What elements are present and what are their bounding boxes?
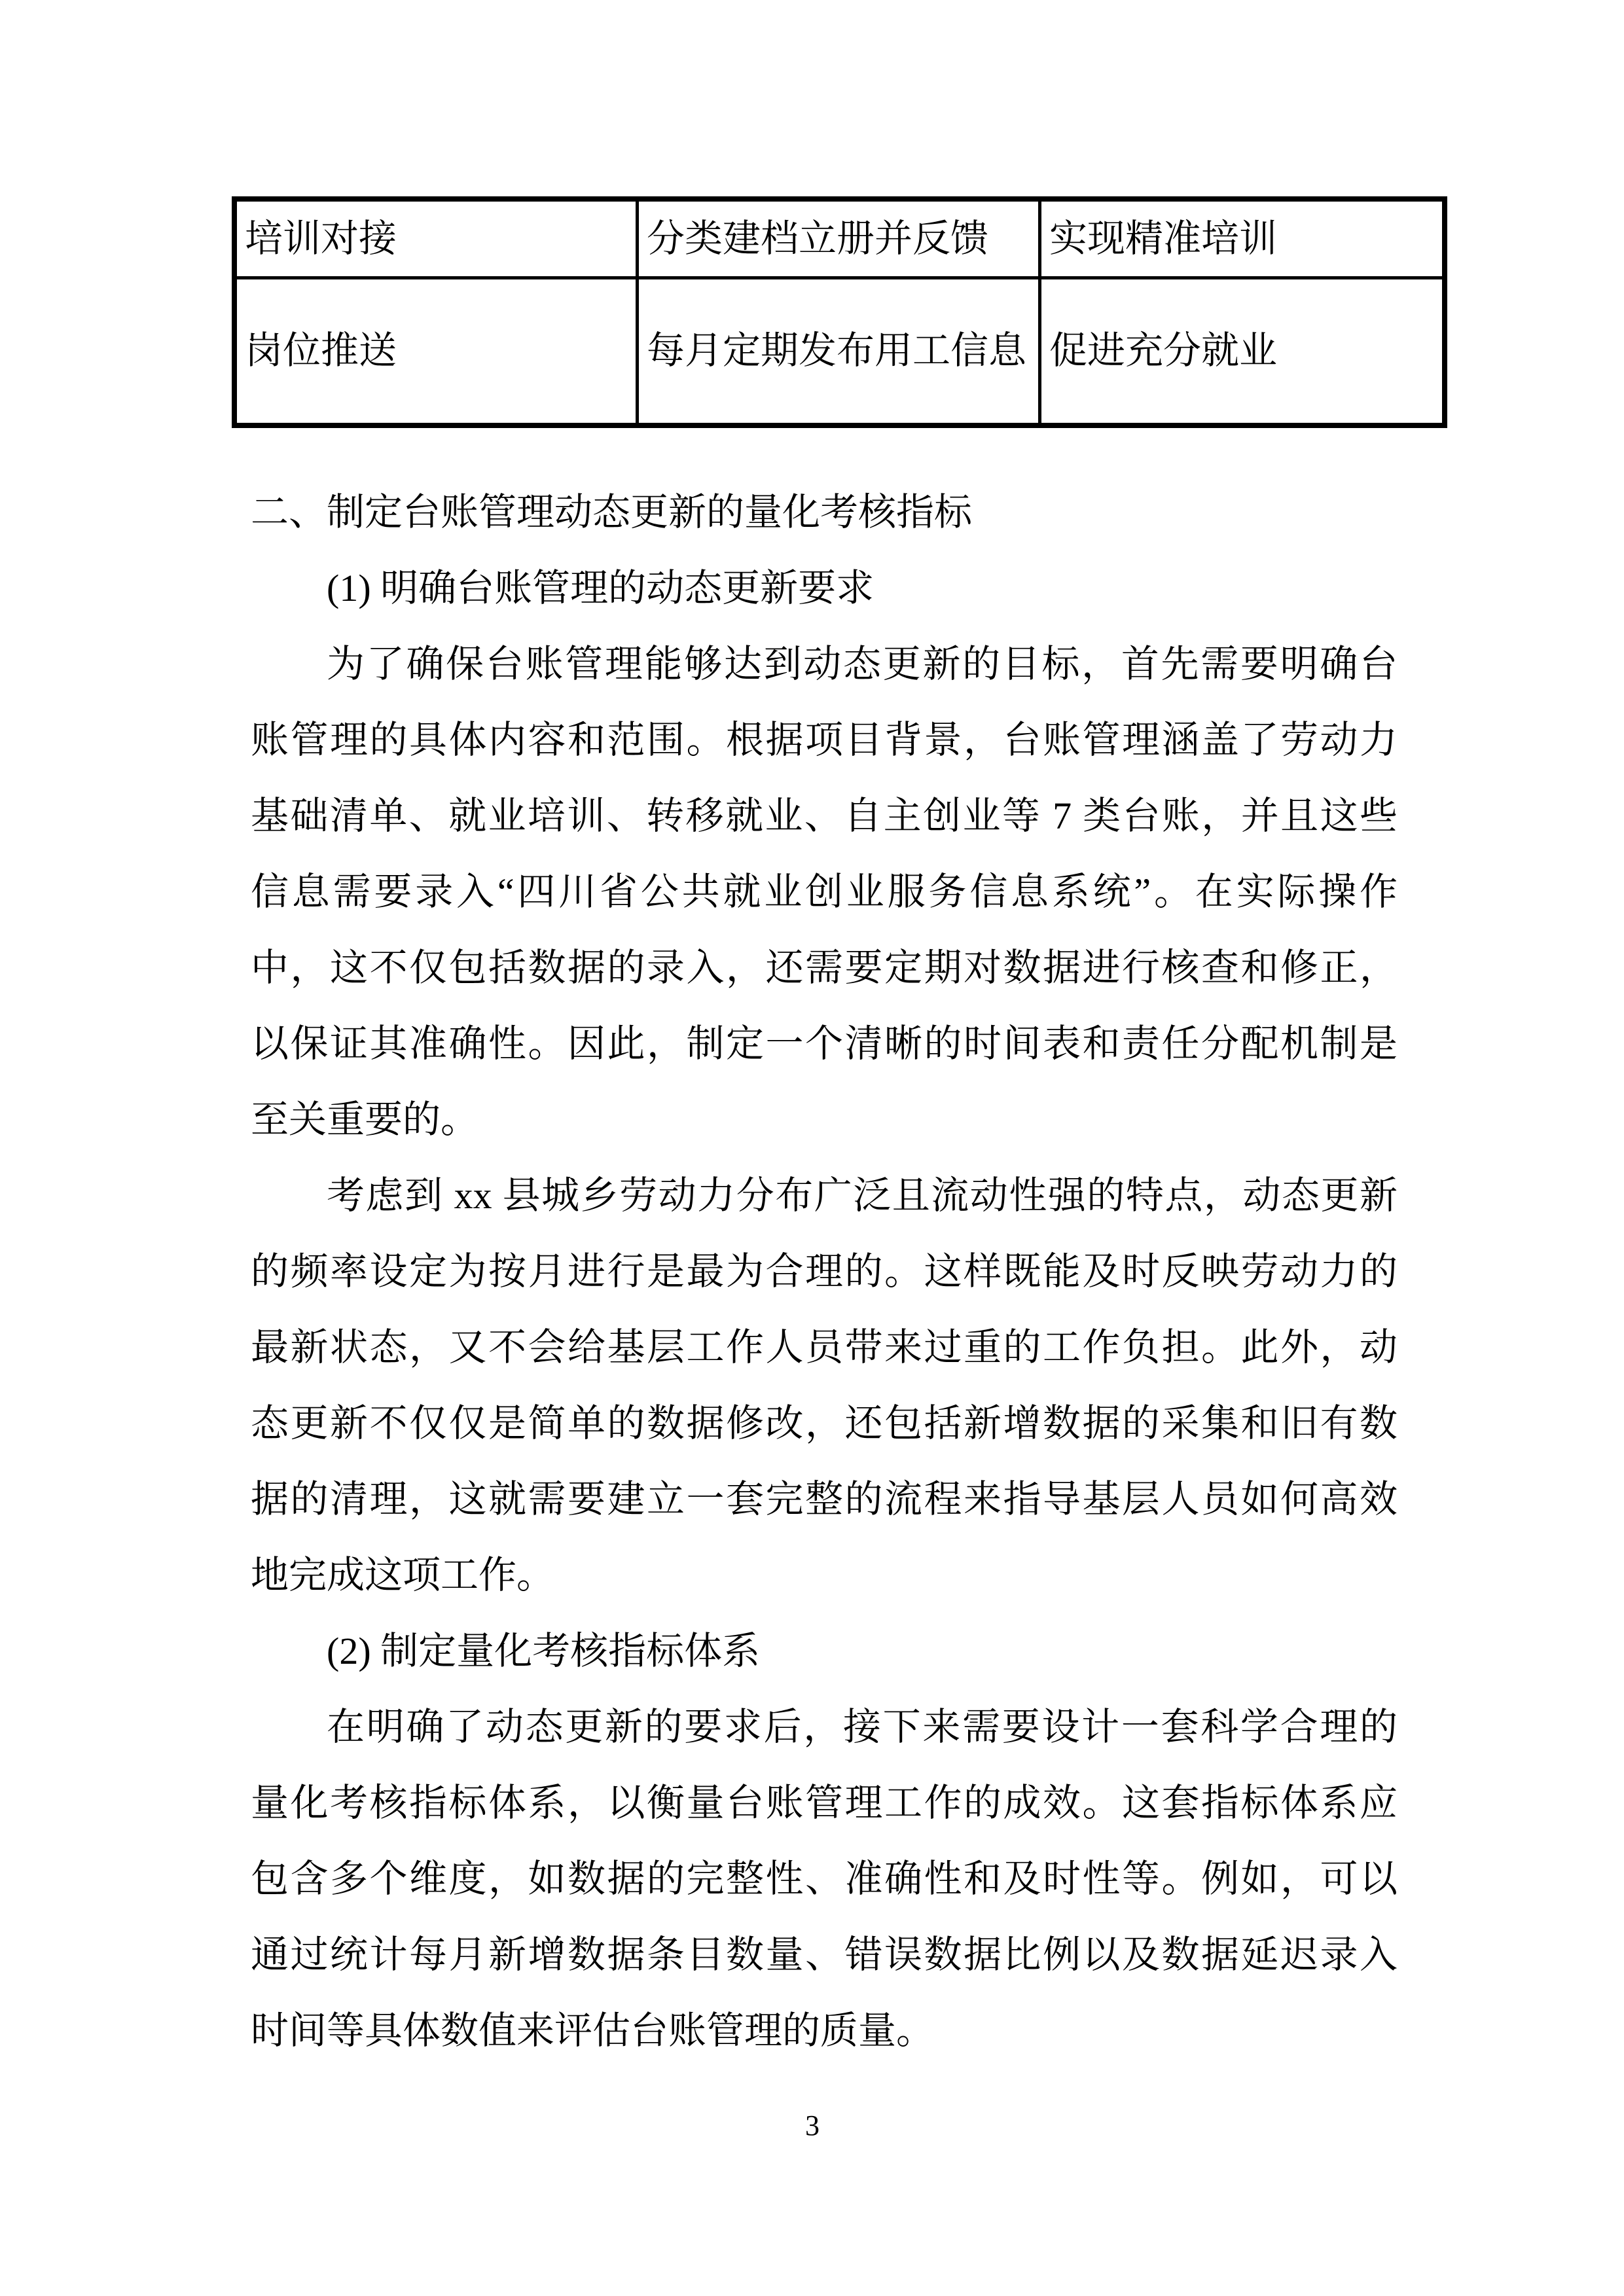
measures-table	[232, 196, 1447, 428]
text-line: 时间等具体数值来评估台账管理的质量。	[251, 2009, 935, 2052]
subsection-heading: (2) 制定量化考核指标体系	[327, 1630, 761, 1672]
text-line: 为了确保台账管理能够达到动态更新的目标，首先需要明确台	[327, 643, 1398, 685]
text-line: 至关重要的。	[251, 1098, 479, 1141]
text-line: 在明确了动态更新的要求后，接下来需要设计一套科学合理的	[327, 1706, 1398, 1748]
text-line: 中，这不仅包括数据的录入，还需要定期对数据进行核查和修正，	[251, 946, 1398, 989]
body-text	[251, 475, 1398, 2069]
table-cell: 促进充分就业	[1040, 278, 1445, 425]
subsection-heading: (1) 明确台账管理的动态更新要求	[327, 567, 875, 609]
table-row	[234, 278, 1445, 425]
text-line: 基础清单、就业培训、转移就业、自主创业等 7 类台账，并且这些	[251, 795, 1398, 837]
table-cell: 分类建档立册并反馈	[638, 199, 1040, 278]
text-line: 通过统计每月新增数据条目数量、错误数据比例以及数据延迟录入	[251, 1933, 1398, 1976]
section-heading: 二、制定台账管理动态更新的量化考核指标	[251, 491, 973, 533]
text-line: 账管理的具体内容和范围。根据项目背景，台账管理涵盖了劳动力	[251, 719, 1398, 761]
text-line: 以保证其准确性。因此，制定一个清晰的时间表和责任分配机制是	[251, 1022, 1398, 1065]
text-line: 最新状态，又不会给基层工作人员带来过重的工作负担。此外，动	[251, 1326, 1398, 1369]
table-row	[234, 199, 1445, 278]
text-line: 包含多个维度，如数据的完整性、准确性和及时性等。例如，可以	[251, 1857, 1398, 1900]
table-cell: 实现精准培训	[1040, 199, 1445, 278]
text-line: 的频率设定为按月进行是最为合理的。这样既能及时反映劳动力的	[251, 1250, 1398, 1293]
text-line: 信息需要录入“四川省公共就业创业服务信息系统”。在实际操作	[251, 870, 1398, 913]
table-cell: 每月定期发布用工信息	[638, 278, 1040, 425]
table-cell: 培训对接	[234, 199, 638, 278]
text-line: 考虑到 xx 县城乡劳动力分布广泛且流动性强的特点，动态更新	[327, 1174, 1398, 1217]
text-line: 据的清理，这就需要建立一套完整的流程来指导基层人员如何高效	[251, 1478, 1398, 1520]
table-cell: 岗位推送	[234, 278, 638, 425]
text-line: 态更新不仅仅是简单的数据修改，还包括新增数据的采集和旧有数	[251, 1402, 1398, 1444]
text-line: 量化考核指标体系，以衡量台账管理工作的成效。这套指标体系应	[251, 1782, 1398, 1824]
text-line: 地完成这项工作。	[251, 1554, 555, 1596]
page-number: 3	[805, 2109, 820, 2142]
